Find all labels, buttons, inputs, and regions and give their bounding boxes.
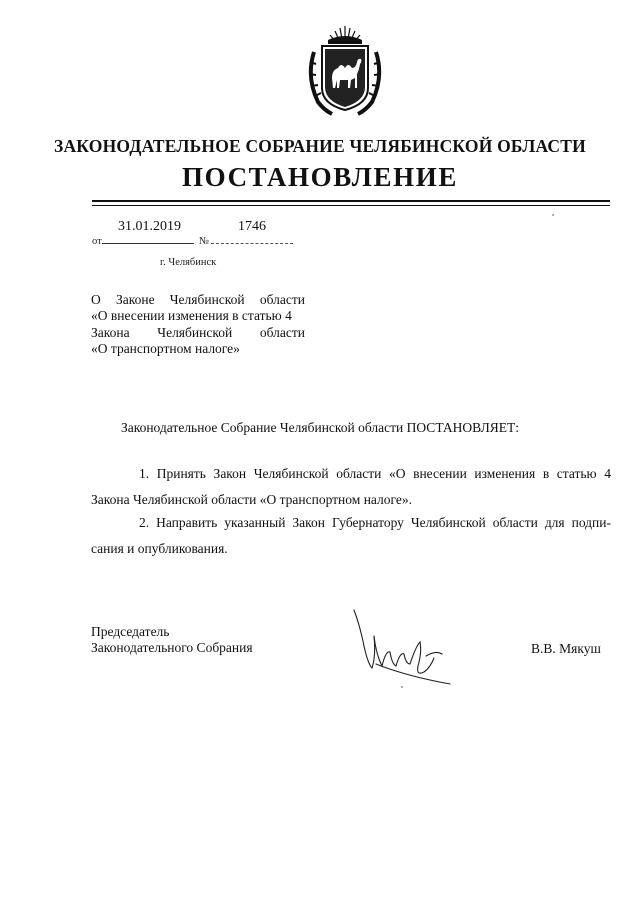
item-line: Закона Челябинской области «О транспортном налоге». <box>91 492 412 507</box>
item-line: сания и опубликования. <box>91 541 228 556</box>
signer-name: В.В. Мякуш <box>531 641 601 656</box>
scan-speck <box>552 214 554 216</box>
document-date: 31.01.2019 <box>118 219 181 234</box>
subject-line: О Законе Челябинской области <box>91 292 305 307</box>
item-line: 1. Принять Закон Челябинской области «О внесении изменения в статью 4 <box>139 466 611 481</box>
subject-line: «О транспортном налоге» <box>91 340 240 356</box>
item-line: 2. Направить указанный Закон Губернатору Челябинской области для подпи- <box>139 515 611 530</box>
date-underline <box>102 243 194 244</box>
preamble-text: Законодательное Собрание Челябинской области ПОСТАНОВЛЯЕТ: <box>120 420 520 435</box>
handwritten-signature-icon <box>346 606 456 688</box>
from-label: от <box>92 236 102 247</box>
document-number: 1746 <box>238 219 266 234</box>
subject-line: «О внесении изменения в статью 4 <box>91 308 292 324</box>
city-label: г. Челябинск <box>160 257 217 268</box>
coat-of-arms-icon <box>304 22 386 118</box>
organization-title: ЗАКОНОДАТЕЛЬНОЕ СОБРАНИЕ ЧЕЛЯБИНСКОЙ ОБЛАСТИ <box>54 136 586 156</box>
resolution-item-2 <box>91 510 611 562</box>
resolution-item-1 <box>91 461 611 513</box>
header-divider-thin <box>92 205 610 206</box>
document-type-title: ПОСТАНОВЛЕНИЕ <box>182 162 458 192</box>
signer-position-line: Законодательного Собрания <box>91 640 253 655</box>
scan-speck <box>401 686 403 688</box>
signer-position <box>91 624 253 656</box>
signer-position-line: Председатель <box>91 624 170 639</box>
number-underline <box>211 243 293 244</box>
document-subject <box>91 292 305 357</box>
header-divider-thick <box>92 200 610 202</box>
number-label: № <box>199 236 210 247</box>
subject-line: Закона Челябинской области <box>91 324 305 340</box>
